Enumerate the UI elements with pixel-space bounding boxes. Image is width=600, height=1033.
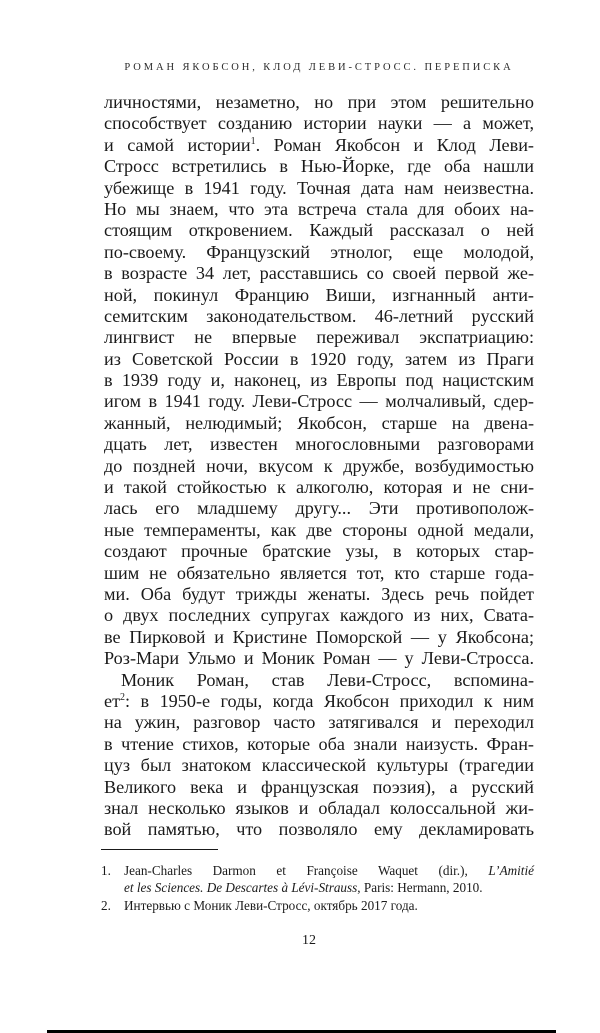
footnote-text: Интервью с Моник Леви-Стросс, октябрь 2017 года. [124, 897, 418, 913]
text-line: по-своему. Французский этнолог, еще молодой, [104, 241, 534, 262]
footnote-1 [101, 862, 534, 897]
text-line: из Советской России в 1920 году, затем из Праги [104, 348, 534, 369]
running-head: РОМАН ЯКОБСОН, КЛОД ЛЕВИ-СТРОСС. ПЕРЕПИСКА [124, 62, 514, 73]
footnote-reference-2[interactable]: 2 [120, 691, 126, 703]
text-line: Роз-Мари Ульмо и Моник Роман — у Леви-Стросса. [104, 648, 534, 669]
footnote-number: 1. [101, 863, 111, 878]
text-line: жанный, нелюдимый; Якобсон, старше на двена- [104, 412, 534, 433]
text-line: ве Пирковой и Кристине Поморской — у Якобсона; [104, 626, 534, 647]
text-line: знал несколько языков и обладал колоссальной жи- [104, 797, 534, 818]
footnote-number: 2. [101, 897, 111, 913]
page-number: 12 [302, 933, 316, 948]
text-line: до поздней ночи, вкусом к дружбе, возбудимостью [104, 455, 534, 476]
text-line: в чтение стихов, которые оба знали наизусть. Фран- [104, 733, 534, 754]
text-line: лингвист не впервые переживал экспатриацию: [104, 327, 534, 348]
footnote-separator [101, 849, 218, 850]
text-line: убежище в 1941 году. Точная дата нам неизвестна. [104, 177, 534, 198]
text-line: личностями, незаметно, но при этом решительно [104, 92, 534, 112]
text-line: лась его младшему другу... Эти противополож- [104, 498, 534, 519]
text-line: ные темпераменты, как две стороны одной медали, [104, 519, 534, 540]
body-text [104, 92, 534, 841]
footnote-2 [101, 897, 534, 914]
text-line: и самой истории$^1$. Роман Якобсон и Клод Леви- [104, 134, 534, 155]
text-line: шим не обязательно является тот, кто старше года- [104, 562, 534, 583]
text-line: семитским законодательством. 46-летний русский [104, 305, 534, 326]
text-line: цуз был знатоком классической культуры (трагедии [104, 755, 534, 776]
paragraph-start-line: Моник Роман, став Леви-Стросс, вспомина- [121, 669, 534, 690]
text-line: ной, покинул Францию Виши, изгнанный анти- [104, 284, 534, 305]
text-line: в 1939 году и, наконец, из Европы под нацистским [104, 370, 534, 391]
text-line: создают прочные братские узы, в которых стар- [104, 541, 534, 562]
text-line: способствует созданию истории науки — а может, [104, 113, 534, 134]
footnotes [101, 862, 534, 914]
text-line: вой памятью, что позволяло ему декламировать [104, 819, 534, 840]
footnote-text: Jean-Charles Darmon et Françoise Waquet (dir.), L’Amitié et les Sciences. De Descartes à Lévi-Strauss, Paris: Hermann, 2010. [124, 863, 534, 896]
footnote-reference-1[interactable]: 1 [250, 135, 256, 147]
text-line: Великого века и французская поэзия), а русский [104, 776, 534, 797]
text-line: Но мы знаем, что эта встреча стала для обоих на- [104, 198, 534, 219]
text-line: Стросс встретились в Нью-Йорке, где оба нашли [104, 156, 534, 177]
text-line: о двух последних супругах каждого из них, Свата- [104, 605, 534, 626]
text-line: ми. Оба будут трижды женаты. Здесь речь пойдет [104, 583, 534, 604]
text-line: дцать лет, известен многословными разговорами [104, 434, 534, 455]
text-line: в возрасте 34 лет, расставшись со своей первой же- [104, 263, 534, 284]
text-line: на ужин, разговор часто затягивался и переходил [104, 712, 534, 733]
text-line: ет$^2$: в 1950-е годы, когда Якобсон приходил к ним [104, 690, 534, 711]
text-line: игом в 1941 году. Леви-Стросс — молчаливый, сдер- [104, 391, 534, 412]
text-line: стоящим откровением. Каждый рассказал о ней [104, 220, 534, 241]
text-line: и такой стойкостью к алкоголю, которая и не сни- [104, 477, 534, 498]
